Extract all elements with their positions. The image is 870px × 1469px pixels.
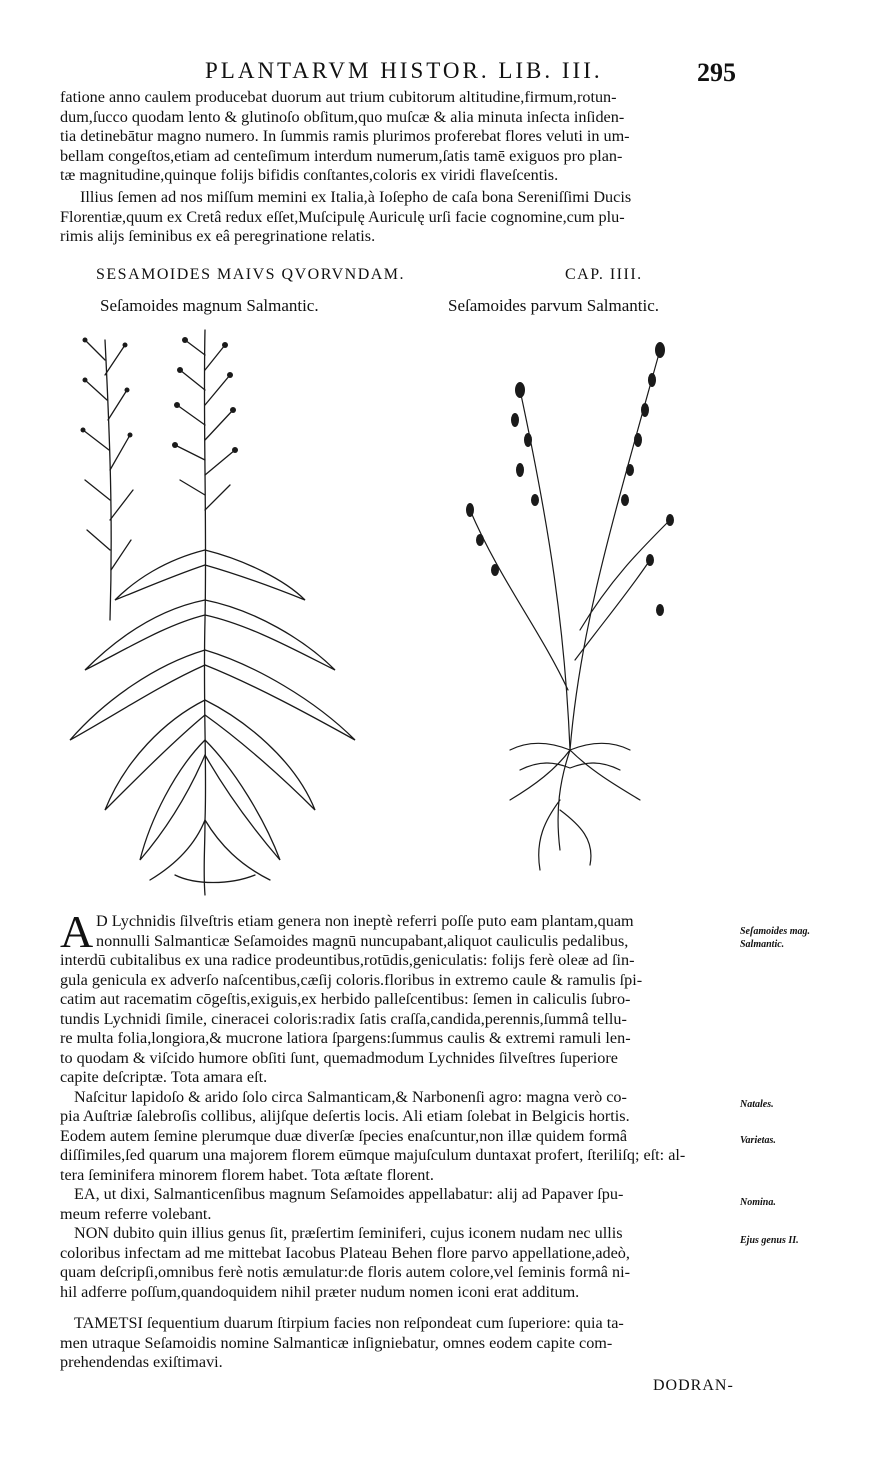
main-text — [60, 906, 740, 1373]
page-number: 295 — [697, 58, 736, 87]
catchword: DODRAN- — [653, 1377, 734, 1394]
text-line: pia Auſtriæ ſalebroſis collibus, alijſque deſertis locis. Ali etiam ſolebat in Belgicis hortis. — [60, 1107, 630, 1125]
second-paragraph — [60, 188, 740, 247]
text-line: rimis alijs ſeminibus ex eâ peregrinatione relatis. — [60, 227, 376, 245]
text-line: capite deſcriptæ. Tota amara eſt. — [60, 1068, 268, 1086]
text-line: tundis Lychnidi ſimile, cineracei coloris:radix ſatis craſſa,candida,perennis,ſummâ tellu- — [60, 1009, 627, 1028]
text-line: re multa folia,longiora,& mucrone latiora ſpargens:ſummus caulis & extremi ramuli len- — [60, 1029, 631, 1047]
text-line: prehendendas exiſtimavi. — [60, 1353, 223, 1371]
text-line: fatione anno caulem producebat duorum aut trium cubitorum altitudine,firmum,rotun- — [60, 88, 617, 106]
margin-note-varietas: Varietas. — [740, 1135, 776, 1146]
caption-left: Seſamoides magnum Salmantic. — [100, 296, 319, 315]
text-line: coloribus infectam ad me mittebat Iacobus Plateau Behen flore parvo appellatione,adeò, — [60, 1243, 630, 1262]
text-line: Florentiæ,quum ex Cretâ redux eſſet,Muſcipulę Auriculę urſi facie cognomine,cum plu- — [60, 207, 625, 226]
text-line: D Lychnidis ſilveſtris etiam genera non ineptè referri poſſe puto eam plantam,quam — [96, 912, 634, 930]
text-line: to quodam & viſcido humore obſiti ſunt, quemadmodum Lychnides ſilveſtres ſuperiore — [60, 1048, 618, 1067]
text-line: quam deſcripſi,omnibus ferè notis æmulatur:de floris autem colore,vel ſeminis formâ ni- — [60, 1263, 631, 1281]
text-line: catim aut racematim cōgeſtis,exiguis,ex herbido palleſcentibus: ſemen in caliculis ſubro- — [60, 990, 631, 1008]
text-line: meum referre volebant. — [60, 1204, 212, 1223]
text-line: Eodem autem ſemine plerumque duæ diverſæ ſpecies enaſcuntur,non illæ quidem formâ — [60, 1126, 628, 1145]
text-line: men utraque Seſamoidis nomine Salmanticæ inſigniebatur, omnes eodem capite com- — [60, 1333, 613, 1352]
text-line: tera ſeminifera minorem florem habet. Tota æſtate florent. — [60, 1165, 434, 1184]
text-line: NON dubito quin illius genus ſit, præſertim ſeminiferi, cujus iconem nudam nec ullis — [74, 1224, 623, 1242]
margin-note-ejus-genus: Ejus genus II. — [740, 1235, 799, 1246]
chapter-number: CAP. IIII. — [565, 266, 643, 283]
chapter-heading: SESAMOIDES MAIVS QVORVNDAM. — [96, 266, 406, 283]
text-line: nonnulli Salmanticæ Seſamoides magnū nuncupabant,aliquot cauliculis pedalibus, — [96, 931, 629, 950]
text-line: tæ magnitudine,quinque folijs bifidis conſtantes,coloris ex viridi flaveſcentis. — [60, 166, 559, 184]
text-line: diſſimiles,ſed quarum una majorem florem eūmque majuſculum duntaxat profert, ſteriliſq; eſt: al- — [60, 1146, 686, 1164]
text-line: TAMETSI ſequentium duarum ſtirpium facies non reſpondeat cum ſuperiore: quia ta- — [74, 1314, 624, 1332]
margin-note-natales: Natales. — [740, 1099, 774, 1110]
woodcut-sesamoides-parvum-icon — [440, 330, 710, 880]
text-line: EA, ut dixi, Salmanticenſibus magnum Seſamoides appellabatur: alij ad Papaver ſpu- — [74, 1185, 624, 1203]
text-line: gula genicula ex adverſo naſcentibus,cæſij coloris.floribus in extremo caule & ramulis ſpi- — [60, 970, 643, 989]
intro-paragraph — [60, 88, 740, 186]
caption-right: Seſamoides parvum Salmantic. — [448, 296, 660, 315]
text-line: Naſcitur lapidoſo & arido ſolo circa Salmanticam,& Narbonenſi agro: magna verò co- — [74, 1087, 627, 1106]
text-line: Illius ſemen ad nos miſſum memini ex Italia,à Ioſepho de caſa bona Sereniſſimi Ducis — [80, 188, 632, 206]
text-line: dum,ſucco quodam lento & glutinoſo obſitum,quo muſcæ & alia minuta inſecta inſiden- — [60, 107, 625, 126]
text-line: interdū cubitalibus ex una radice prodeuntibus,rotūdis,geniculatis: folijs ferè oleæ ad ſin- — [60, 951, 635, 969]
margin-note-nomina: Nomina. — [740, 1197, 776, 1208]
text-line: tia detinebātur magno numero. In ſummis ramis plurimos proferebat flores veluti in um- — [60, 127, 630, 145]
woodcut-sesamoides-magnum-icon — [55, 320, 385, 900]
text-line: bellam congeſtos,etiam ad centeſimum interdum numerum,ſatis tamē exiguos pro plan- — [60, 146, 623, 165]
running-title: PLANTARVM HISTOR. LIB. III. — [205, 58, 603, 83]
margin-note-sesamoides: Seſamoides mag. Salmantic. — [740, 926, 810, 950]
text-line: hil adferre poſſum,quandoquidem nihil præter nudum nomen iconi erat additum. — [60, 1282, 580, 1301]
drop-cap: A — [60, 906, 94, 957]
